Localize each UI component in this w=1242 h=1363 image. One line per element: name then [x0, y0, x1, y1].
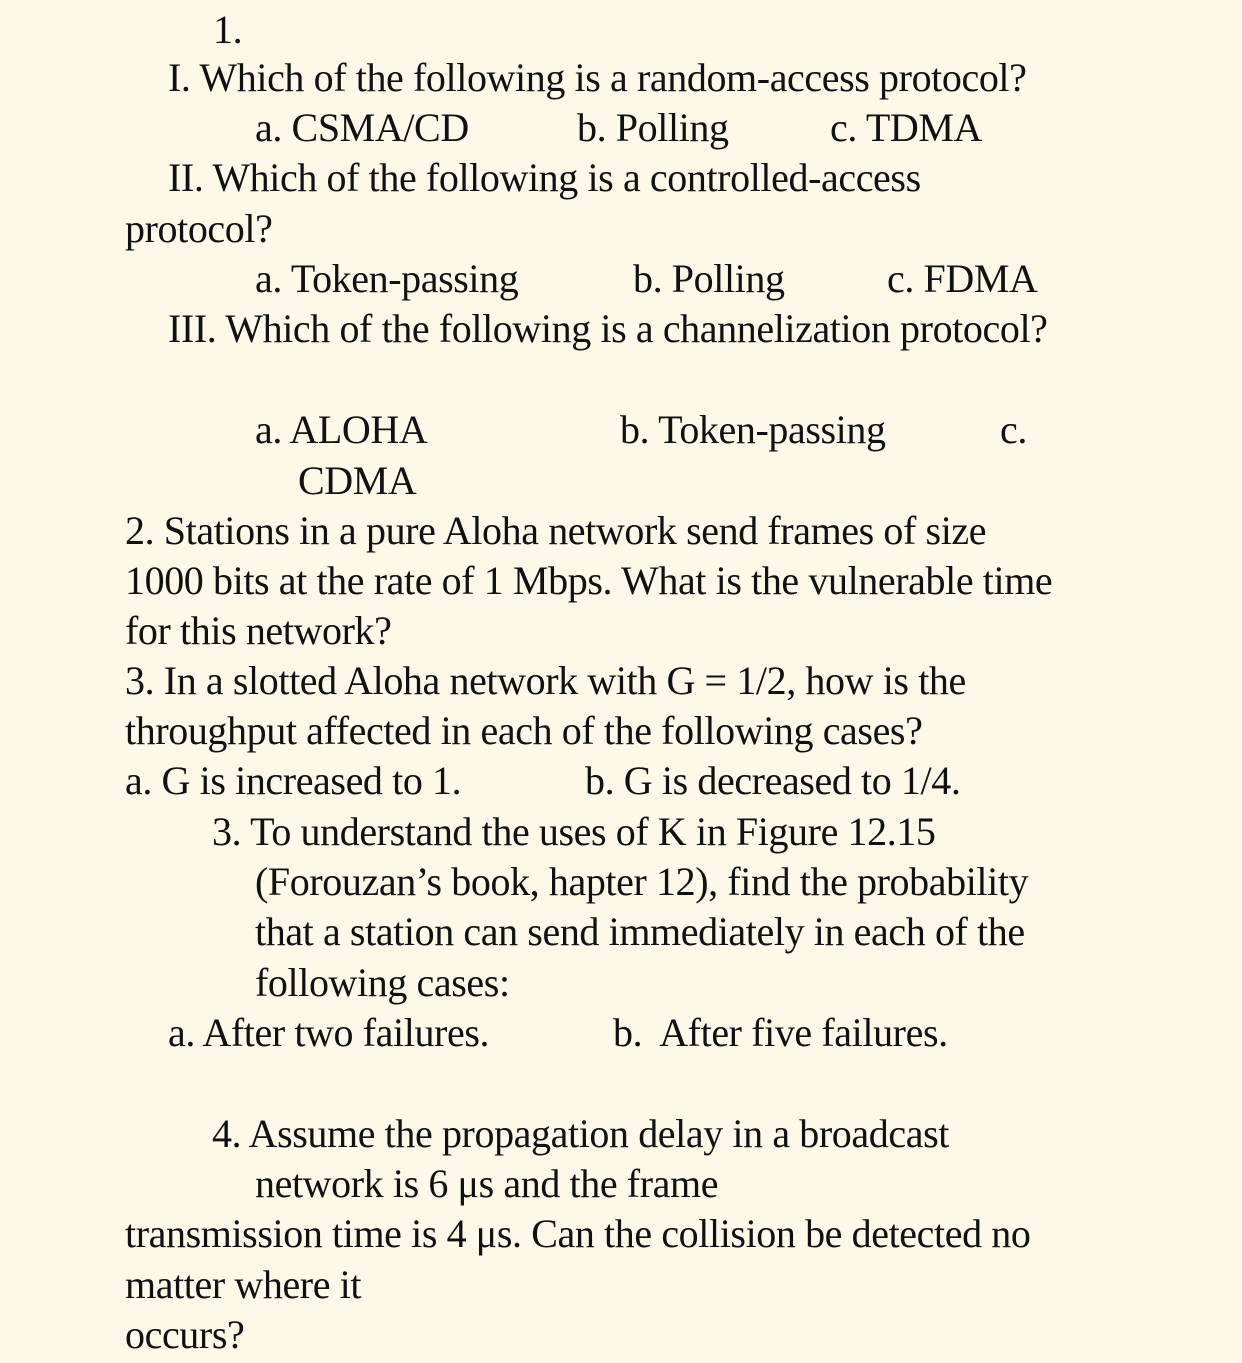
option-a: a. G is increased to 1.	[125, 758, 462, 803]
question-text: II. Which of the following is a controlled-access	[168, 155, 921, 200]
question-text: 1000 bits at the rate of 1 Mbps. What is the vulnerable time	[125, 558, 1053, 603]
question-text: (Forouzan’s book, hapter 12), find the probability	[255, 859, 1029, 904]
option-a: a. ALOHA	[255, 407, 428, 452]
question-text: 2. Stations in a pure Aloha network send frames of size	[125, 508, 987, 553]
option-b: b. Polling	[577, 105, 729, 150]
question-text: occurs?	[125, 1312, 245, 1357]
question-text: 3. In a slotted Aloha network with G = 1/2, how is the	[125, 658, 966, 703]
option-c: c. FDMA	[887, 256, 1038, 301]
question-text: protocol?	[125, 206, 273, 251]
question-text: transmission time is 4 μs. Can the collision be detected no	[125, 1211, 1031, 1256]
question-text: III. Which of the following is a channelization protocol?	[168, 306, 1048, 351]
question-text: that a station can send immediately in each of the	[255, 909, 1025, 954]
option-a: a. CSMA/CD	[255, 105, 469, 150]
option-b: b. Polling	[633, 256, 785, 301]
question-text: I. Which of the following is a random-access protocol?	[168, 55, 1027, 100]
question-text: matter where it	[125, 1262, 362, 1307]
question-number: 1.	[213, 7, 243, 52]
option-c: c.	[1000, 407, 1027, 452]
option-b: b. After five failures.	[613, 1010, 948, 1055]
question-text: for this network?	[125, 608, 392, 653]
option-c: c. TDMA	[830, 105, 983, 150]
question-text: throughput affected in each of the following cases?	[125, 708, 923, 753]
question-text: following cases:	[255, 960, 510, 1005]
option-b: b. Token-passing	[620, 407, 886, 452]
question-text: 3. To understand the uses of K in Figure 12.15	[212, 809, 936, 854]
question-text: 4. Assume the propagation delay in a broadcast	[212, 1111, 949, 1156]
option-c-text: CDMA	[298, 458, 417, 503]
option-b: b. G is decreased to 1/4.	[585, 758, 961, 803]
option-a: a. Token-passing	[255, 256, 519, 301]
option-a: a. After two failures.	[168, 1010, 490, 1055]
question-text: network is 6 μs and the frame	[255, 1161, 719, 1206]
